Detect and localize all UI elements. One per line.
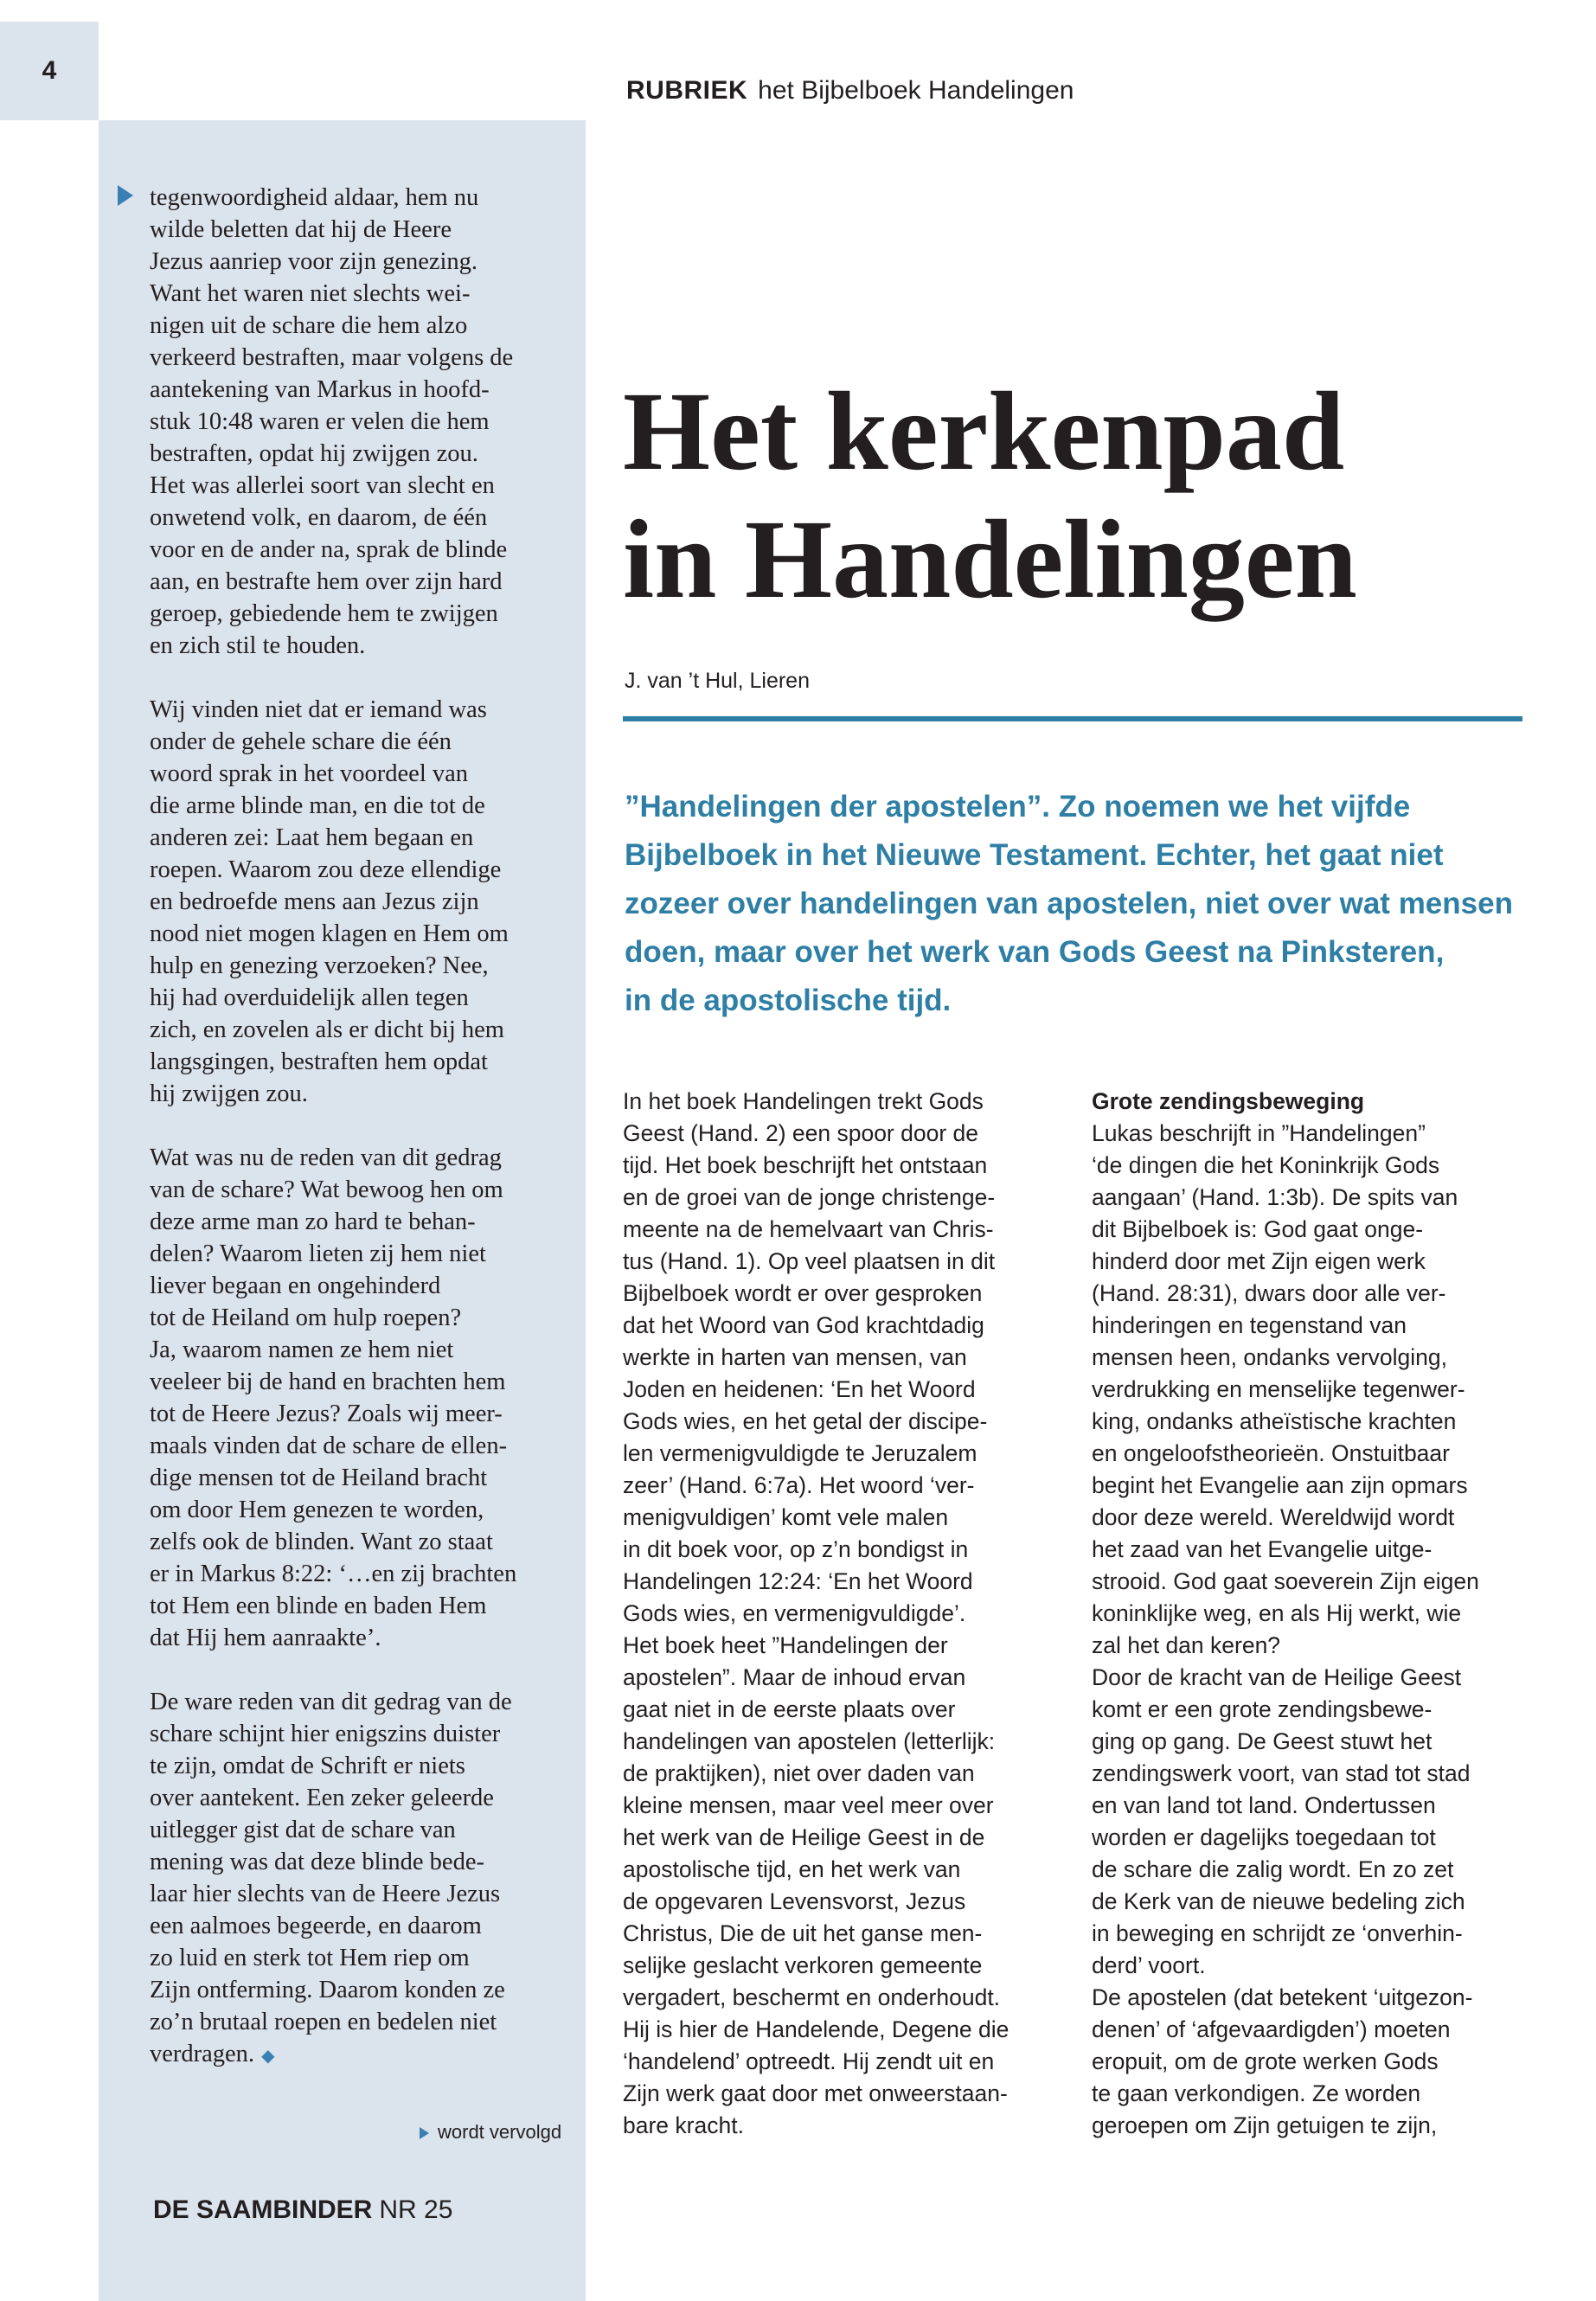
issue-number: NR 25 <box>379 2195 453 2224</box>
sidebar-paragraph: Wat was nu de reden van dit gedrag van de schare? Wat bewoog hen om deze arme man zo hard te behan- delen? Waarom lieten zij hem niet liever begaan en ongehinderd tot de Heiland om hulp roepen? Ja, waarom namen ze hem niet veeleer bij de hand en brachten hem tot de Heere Jezus? Zoals wij meer- maals vinden dat de schare de ellen- dige mensen tot de Heiland bracht om door Hem genezen te worden, zelfs ook de blinden. Want zo staat er in Markus 8:22: ‘…en zij brachten tot Hem een blinde en baden Hem dat Hij hem aanraakte’. <box>150 1144 517 1651</box>
body-line: vergadert, beschermt en onderhoudt. <box>623 1984 1001 2010</box>
body-line: tijd. Het boek beschrijft het ontstaan <box>623 1152 988 1178</box>
body-line: king, ondanks atheïstische krachten <box>1092 1408 1457 1434</box>
body-line: geroepen om Zijn getuigen te zijn, <box>1092 2112 1438 2138</box>
body-line: Door de kracht van de Heilige Geest <box>1092 1664 1462 1690</box>
body-line: verdrukking en menselijke tegenwer- <box>1092 1376 1465 1402</box>
body-line: dit Bijbelboek is: God gaat onge- <box>1092 1216 1424 1242</box>
body-line: koninklijke weg, en als Hij werkt, wie <box>1092 1600 1462 1626</box>
body-line: het zaad van het Evangelie uitge- <box>1092 1536 1433 1562</box>
sidebar-paragraph <box>150 1686 565 2073</box>
body-line: kleine mensen, maar veel meer over <box>623 1792 994 1818</box>
section-heading: Grote zendingsbeweging <box>1092 1088 1365 1114</box>
body-line: de Kerk van de nieuwe bedeling zich <box>1092 1888 1465 1914</box>
body-line: door deze wereld. Wereldwijd wordt <box>1092 1504 1455 1530</box>
body-line: in beweging en schrijdt ze ‘onverhin- <box>1092 1920 1463 1946</box>
body-line: selijke geslacht verkoren gemeente <box>623 1952 983 1978</box>
body-line: Lukas beschrijft in ”Handelingen” <box>1092 1120 1426 1146</box>
body-line: worden er dagelijks toegedaan tot <box>1092 1824 1436 1850</box>
intro-line: Bijbelboek in het Nieuwe Testament. Echter, het gaat niet <box>625 838 1444 872</box>
body-line: dat het Woord van God krachtdadig <box>623 1312 984 1338</box>
body-line: het werk van de Heilige Geest in de <box>623 1824 985 1850</box>
body-line: ‘de dingen die het Koninkrijk Gods <box>1092 1152 1440 1178</box>
continued-label: wordt vervolgd <box>438 2121 562 2143</box>
rubric-header <box>626 76 1074 106</box>
sidebar-paragraph: tegenwoordigheid aldaar, hem nu wilde beletten dat hij de Heere Jezus aanriep voor zijn genezing. Want het waren niet slechts wei- nigen uit de schare die hem alzo verkeerd bestraften, maar volgens de aantekening van Markus in hoofd- stuk 10:48 waren er velen die hem bestraften, opdat hij zwijgen zou. Het was allerlei soort van slecht en onwetend volk, en daarom, de één voor en de ander na, sprak de blinde aan, en bestrafte hem over zijn hard geroep, gebiedende hem te zwijgen en zich stil te houden. <box>150 184 514 659</box>
body-line: derd’ voort. <box>1092 1952 1206 1978</box>
body-line: Geest (Hand. 2) een spoor door de <box>623 1120 978 1146</box>
body-line: meente na de hemelvaart van Chris- <box>623 1216 994 1242</box>
intro-line: in de apostolische tijd. <box>625 984 952 1017</box>
rubric-label: RUBRIEK <box>626 76 748 105</box>
body-line: eropuit, om de grote werken Gods <box>1092 2048 1439 2074</box>
page-number: 4 <box>0 22 99 120</box>
body-line: strooid. God gaat soeverein Zijn eigen <box>1092 1568 1479 1594</box>
article-intro <box>625 783 1542 1025</box>
rubric-topic: het Bijbelboek Handelingen <box>758 76 1074 105</box>
body-line: De apostelen (dat betekent ‘uitgezon- <box>1092 1984 1473 2010</box>
magazine-footer <box>153 2195 452 2225</box>
body-line: ‘handelend’ optreedt. Hij zendt uit en <box>623 2048 995 2074</box>
sidebar-article-text <box>150 182 565 2105</box>
title-line: in Handelingen <box>623 497 1357 622</box>
body-line: de praktijken), niet over daden van <box>623 1760 975 1786</box>
body-line: gaat niet in de eerste plaats over <box>623 1696 956 1722</box>
continued-arrow-icon <box>420 2127 429 2139</box>
body-line: zeer’ (Hand. 6:7a). Het woord ‘ver- <box>623 1472 975 1498</box>
body-line: handelingen van apostelen (letterlijk: <box>623 1728 996 1754</box>
body-line: Zijn werk gaat door met onweerstaan- <box>623 2080 1008 2106</box>
article-title <box>623 368 1574 624</box>
body-column-1 <box>623 1086 1073 2142</box>
sidebar-paragraph: Wij vinden niet dat er iemand was onder de gehele schare die één woord sprak in het voordeel van die arme blinde man, en die tot de anderen zei: Laat hem begaan en roepen. Waarom zou deze ellendige en bedroefde mens aan Jezus zijn nood niet mogen klagen en Hem om hulp en genezing verzoeken? Nee, hij had overduidelijk allen tegen zich, en zovelen als er dicht bij hem langsgingen, bestraften hem opdat hij zwijgen zou. <box>150 696 509 1107</box>
title-line: Het kerkenpad <box>623 369 1345 494</box>
intro-line: doen, maar over het werk van Gods Geest na Pinksteren, <box>625 935 1445 969</box>
body-line: hinderd door met Zijn eigen werk <box>1092 1248 1426 1274</box>
body-line: tus (Hand. 1). Op veel plaatsen in dit <box>623 1248 996 1274</box>
body-line: Het boek heet ”Handelingen der <box>623 1632 948 1658</box>
body-column-2 <box>1092 1086 1542 2142</box>
body-line: Joden en heidenen: ‘En het Woord <box>623 1376 976 1402</box>
body-line: ging op gang. De Geest stuwt het <box>1092 1728 1433 1754</box>
body-line: denen’ of ‘afgevaardigden’) moeten <box>1092 2016 1451 2042</box>
body-line: Handelingen 12:24: ‘En het Woord <box>623 1568 973 1594</box>
author-byline: J. van ’t Hul, Lieren <box>625 669 810 693</box>
body-line: len vermenigvuldigde te Jeruzalem <box>623 1440 977 1466</box>
body-line: in dit boek voor, op z’n bondigst in <box>623 1536 969 1562</box>
title-divider <box>623 716 1522 721</box>
end-of-article-diamond-icon: ◆ <box>261 2047 275 2066</box>
body-line: Hij is hier de Handelende, Degene die <box>623 2016 1010 2042</box>
body-line: te gaan verkondigen. Ze worden <box>1092 2080 1421 2106</box>
magazine-name: DE SAAMBINDER <box>153 2195 373 2224</box>
body-line: de opgevaren Levensvorst, Jezus <box>623 1888 966 1914</box>
body-line: (Hand. 28:31), dwars door alle ver- <box>1092 1280 1446 1306</box>
body-line: komt er een grote zendingsbewe- <box>1092 1696 1433 1722</box>
body-line: apostelen”. Maar de inhoud ervan <box>623 1664 966 1690</box>
body-line: hinderingen en tegenstand van <box>1092 1312 1407 1338</box>
intro-line: zozeer over handelingen van apostelen, niet over wat mensen <box>625 887 1513 920</box>
body-line: de schare die zalig wordt. En zo zet <box>1092 1856 1454 1882</box>
continued-note <box>420 2121 561 2144</box>
body-line: zal het dan keren? <box>1092 1632 1281 1658</box>
body-line: In het boek Handelingen trekt Gods <box>623 1088 984 1114</box>
body-line: Gods wies, en het getal der discipe- <box>623 1408 988 1434</box>
body-line: en de groei van de jonge christenge- <box>623 1184 996 1210</box>
body-line: mensen heen, ondanks vervolging, <box>1092 1344 1448 1370</box>
body-line: aangaan’ (Hand. 1:3b). De spits van <box>1092 1184 1458 1210</box>
body-line: Christus, Die de uit het ganse men- <box>623 1920 983 1946</box>
body-line: en van land tot land. Ondertussen <box>1092 1792 1436 1818</box>
sidebar-paragraph-text: De ware reden van dit gedrag van de schare schijnt hier enigszins duister te zijn, omdat de Schrift er niets over aantekent. Een zeker geleerde uitlegger gist dat de schare van mening was dat deze blinde bede- laar hier slechts van de Heere Jezus een aalmoes begeerde, en daarom zo luid en sterk tot Hem riep om Zijn ontferming. Daarom konden ze zo’n brutaal roepen en bedelen niet verdragen. <box>150 1689 512 2067</box>
body-line: apostolische tijd, en het werk van <box>623 1856 961 1882</box>
body-line: en ongeloofstheorieën. Onstuitbaar <box>1092 1440 1450 1466</box>
continued-from-arrow-icon <box>118 185 133 206</box>
body-line: zendingswerk voort, van stad tot stad <box>1092 1760 1471 1786</box>
body-line: werkte in harten van mensen, van <box>623 1344 967 1370</box>
body-line: menigvuldigen’ komt vele malen <box>623 1504 949 1530</box>
intro-line: ”Handelingen der apostelen”. Zo noemen we het vijfde <box>625 790 1411 824</box>
body-line: bare kracht. <box>623 2112 744 2138</box>
body-line: Gods wies, en vermenigvuldigde’. <box>623 1600 966 1626</box>
body-line: Bijbelboek wordt er over gesproken <box>623 1280 983 1306</box>
body-line: begint het Evangelie aan zijn opmars <box>1092 1472 1468 1498</box>
